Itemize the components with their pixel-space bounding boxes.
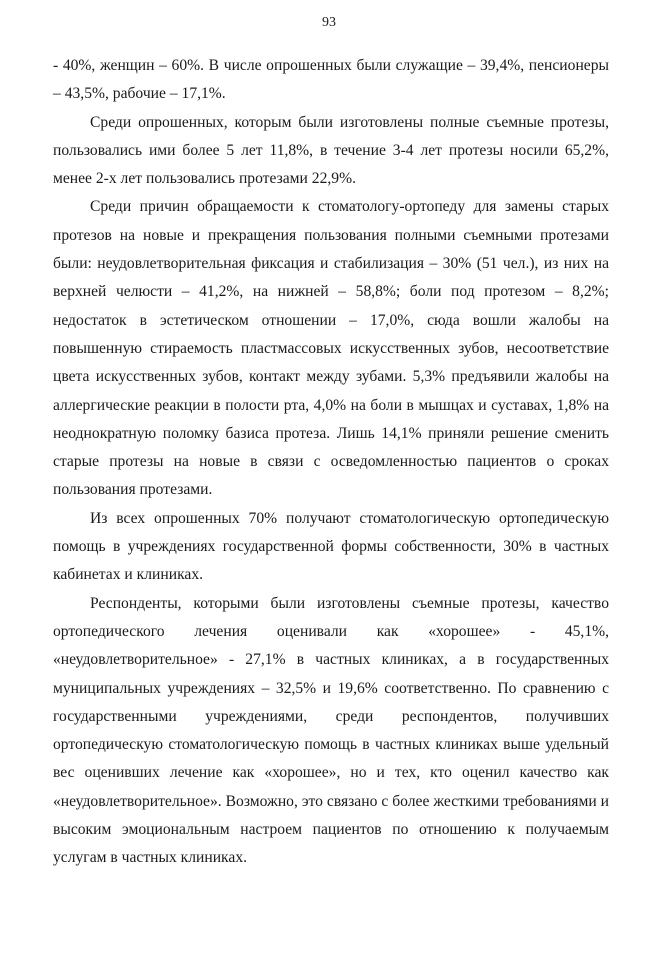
paragraph-gender-occupation: - 40%, женщин – 60%. В числе опрошенных были служащие – 39,4%, пенсионеры – 43,5%, рабочие – 17,1%.	[53, 57, 609, 103]
document-body	[53, 52, 609, 873]
paragraph-replacement-reasons: Среди причин обращаемости к стоматологу-ортопеду для замены старых протезов на новые и прекращения пользования полными съемными протезами были: неудовлетворительная фиксация и стабилизация – 30% (51 чел.), из них на верхней челюсти – 41,2%, на нижней – 58,8%; боли под протезом – 8,2%; недостаток в эстетическом отношении – 17,0%, сюда вошли жалобы на повышенную стираемость пластмассовых искусственных зубов, несоответствие цвета искусственных зубов, контакт между зубами. 5,3% предъявили жалобы на аллергические реакции в полости рта, 4,0% на боли в мышцах и суставах, 1,8% на неоднократную поломку базиса протеза. Лишь 14,1% приняли решение сменить старые протезы на новые в связи с осведомленностью пациентов о сроках пользования протезами.	[53, 198, 609, 499]
paragraph-care-ownership: Из всех опрошенных 70% получают стоматологическую ортопедическую помощь в учреждениях государственной формы собственности, 30% в частных кабинетах и клиниках.	[53, 509, 609, 584]
page-number: 93	[322, 15, 336, 30]
paragraph-denture-usage-duration: Среди опрошенных, которым были изготовлены полные съемные протезы, пользовались ими более 5 лет 11,8%, в течение 3-4 лет протезы носили 65,2%, менее 2-х лет пользовались протезами 22,9%.	[53, 113, 609, 188]
paragraph-quality-assessment: Респонденты, которыми были изготовлены съемные протезы, качество ортопедического лечения оценивали как «хорошее» - 45,1%, «неудовлетворительное» - 27,1% в частных клиниках, а в государственных муниципальных учреждениях – 32,5% и 19,6% соответственно. По сравнению с государственными учреждениями, среди респондентов, получивших ортопедическую стоматологическую помощь в частных клиниках выше удельный вес оценивших лечение как «хорошее», но и тех, кто оценил качество как «неудовлетворительное». Возможно, это связано с более жесткими требованиями и высоким эмоциональным настроем пациентов по отношению к получаемым услугам в частных клиниках.	[53, 594, 609, 867]
